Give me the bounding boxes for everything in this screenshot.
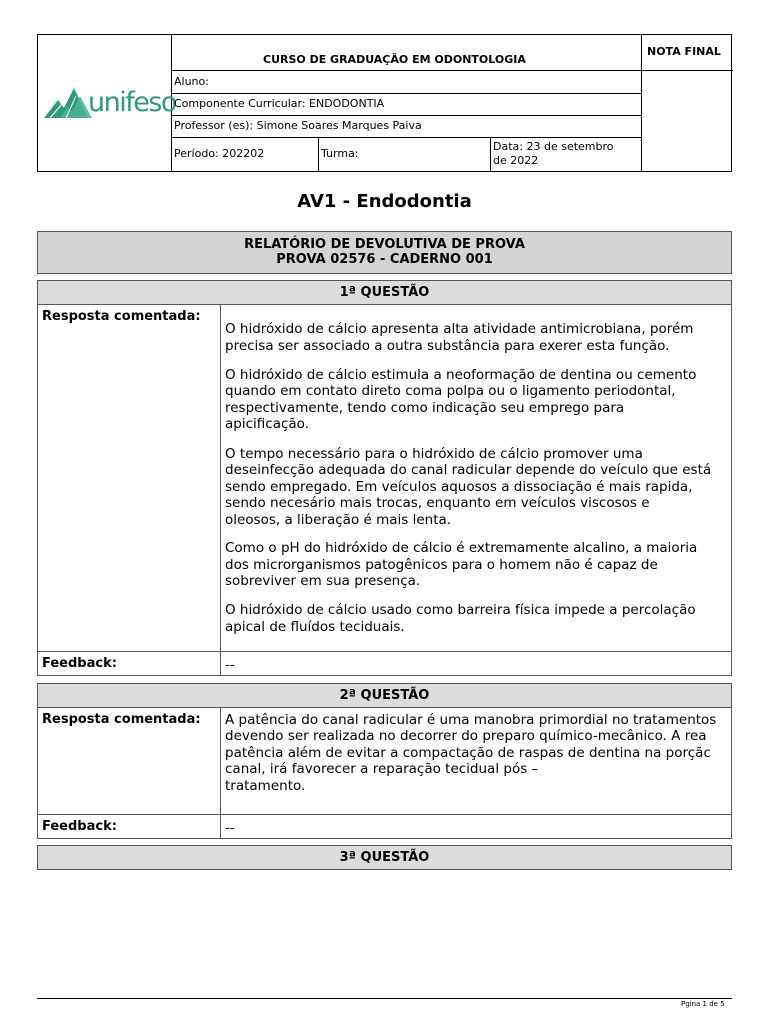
footer-divider [37,998,732,999]
question-1-feedback: -- [225,657,235,673]
question-1-resposta-label: Resposta comentada: [42,309,201,324]
course-title: CURSO DE GRADUAÇÃO EM ODONTOLOGIA [263,53,526,66]
question-3-header: 3ª QUESTÃO [339,850,430,865]
question-3 [37,845,732,870]
question-2-feedback-label: Feedback: [42,819,117,834]
periodo: Período: 202202 [174,147,265,160]
relatorio-line-1: RELATÓRIO DE DEVOLUTIVA DE PROVA [244,237,525,252]
nota-final-label: NOTA FINAL [647,45,721,58]
data-line-1: Data: 23 de setembro [493,140,614,153]
unifeso-logo [44,86,176,120]
data-line-2: de 2022 [493,154,539,167]
question-2-resposta-label: Resposta comentada: [42,712,201,727]
relatorio-box [37,231,732,274]
page-title: AV1 - Endodontia [297,191,472,212]
professor: Professor (es): Simone Soares Marques Paiva [174,119,422,132]
componente-curricular: Componente Curricular: ENDODONTIA [174,97,385,110]
question-1-header: 1ª QUESTÃO [38,281,731,305]
question-2-feedback: -- [225,820,235,836]
question-1: 1ª QUESTÃO Resposta comentada: Feedback: -- O hidróxido de cálcio apresenta alta atividade antimicrobiana, porém precisa ser associado a outra substância para exerer esta função. O hidróxido de cálcio estimula a neoformação de dentina ou cemento quando em contato direto coma polpa ou o ligamento periodontal, respectivamente, tendo como indicação seu emprego para apicificação. O tempo necessário para o hidróxido de cálcio promover uma deseinfecção adequada do canal radicular depende do veículo que está sendo empregado. Em veículos aquosos a dissociação é mais rapida, sendo necesário mais trocas, enquanto em veículos viscosos e oleosos, a liberação é mais lenta. Como o pH do hidróxido de cálcio é extremamente alcalino, a maioria dos microrganismos patogênicos para o homem não é capaz de sobreviver em sua presença. O hidróxido de cálcio usado como barreira física impede a percolação apical de fluídos teciduais. [37,280,732,676]
question-2: 2ª QUESTÃO Resposta comentada: Feedback: -- A patência do canal radicular é uma manobra primordial no tratamentos devendo ser realizada no decorrer do preparo químico-mecânico. A rea patência além de evitar a compactação de raspas de dentina na porçãc canal, irá favorecer a reparação tecidual pós – tratamento. [37,683,732,839]
question-2-header: 2ª QUESTÃO [38,684,731,708]
logo-text: unifeso [88,87,176,118]
turma-label: Turma: [321,147,359,160]
question-1-feedback-label: Feedback: [42,656,117,671]
page-number: Pgina 1 de 5 [681,1000,725,1008]
relatorio-line-2: PROVA 02576 - CADERNO 001 [276,252,493,267]
aluno-label: Aluno: [174,75,209,88]
